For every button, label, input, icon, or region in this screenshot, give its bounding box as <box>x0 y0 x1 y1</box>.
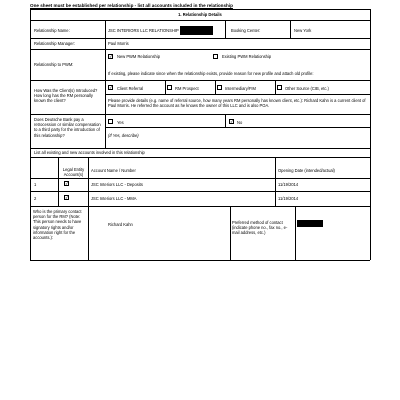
retrocession-yes-checkbox[interactable] <box>108 119 113 124</box>
introduced-label: How Was the Client(s) Introduced? How long has the RM personally known the client? <box>34 88 98 104</box>
retrocession-label: Does Deutsche Bank pay a retrocession or similar compensation to a third party for the introduction of this relationship? <box>34 117 101 138</box>
primary-contact-label: Who is the primary contact person for the RM? (Note: This person needs to have signatory rights and/or information right for the accounts.): <box>33 209 82 241</box>
legal-entity-checkbox[interactable]: ✓ <box>65 195 69 200</box>
relationship-name-value: JSC INTERIORS LLC RELATIONSHIP <box>108 28 179 33</box>
retrocession-describe: (If Yes, describe) <box>108 133 139 138</box>
section-title: 1. Relationship Details <box>178 12 222 17</box>
relationship-manager-value: Paul Morris <box>108 41 129 46</box>
booking-center-label: Booking Center: <box>231 28 261 33</box>
booking-center-value: New York <box>294 28 312 33</box>
intermediary-checkbox[interactable] <box>217 85 222 90</box>
instruction-notice: One sheet must be established per relationship - list all accounts included in the relationship <box>30 3 233 8</box>
retrocession-no-label: No <box>237 120 243 125</box>
retrocession-yes-label: Yes <box>117 120 124 125</box>
new-pwm-checkbox[interactable]: ✓ <box>109 54 113 59</box>
rm-prospect-checkbox[interactable] <box>167 85 172 90</box>
legal-entity-checkbox[interactable]: ✓ <box>65 181 69 186</box>
existing-pwm-label: Existing PWM Relationship <box>222 54 272 59</box>
client-referral-checkbox[interactable]: ✓ <box>109 85 113 90</box>
account-name: JSC Interiors LLC - Deposits <box>91 182 143 187</box>
intermediary-label: Intermediary/FIM <box>225 86 256 91</box>
accounts-heading: List all existing and new accounts involved in this relationship <box>34 150 145 155</box>
new-pwm-label: New PWM Relationship <box>117 54 160 59</box>
other-source-checkbox[interactable] <box>277 85 282 90</box>
rm-prospect-label: RM Prospect <box>175 86 199 91</box>
client-referral-label: Client Referral <box>117 86 144 91</box>
existing-pwm-checkbox[interactable] <box>213 54 218 59</box>
introduction-details: Please provide details (e.g. name of referral source, how many years RM personally has known client, etc.): Richard Kahn is a current client of Paul Morris. He referred the account as he knows the owner of this LLC and is also POA. <box>108 98 366 109</box>
redaction-box <box>297 220 323 227</box>
contact-method-label: Preferred method of contact (indicate phone no., fax no., e-mail address, etc.) <box>232 220 288 236</box>
account-name: JSC Interiors LLC - MMA <box>91 196 137 201</box>
primary-contact-value: Richard Kahn <box>108 222 133 227</box>
accounts-header-date: Opening Date (intended/actual) <box>278 168 335 173</box>
accounts-header-entity: Legal Entity Account(s) <box>62 167 85 178</box>
relationship-to-pwm-label: Relationship to PWM: <box>34 62 74 67</box>
account-opening-date: 11/19/2014 <box>278 182 299 187</box>
other-source-label: Other Source (CIB, etc.) <box>285 86 329 91</box>
existing-relationship-note: If existing, please indicate since when the relationship exists, provide reason for new profile and attach old profile: <box>108 71 314 76</box>
accounts-header-name: Account Name / Number <box>91 168 136 173</box>
redaction-box <box>180 26 213 35</box>
relationship-manager-label: Relationship Manager: <box>34 41 75 46</box>
account-number: 2 <box>34 196 37 201</box>
relationship-name-label: Relationship Name: <box>34 28 70 33</box>
account-number: 1 <box>34 182 37 187</box>
account-opening-date: 11/19/2014 <box>278 196 299 201</box>
retrocession-no-checkbox[interactable]: ✓ <box>230 119 234 124</box>
